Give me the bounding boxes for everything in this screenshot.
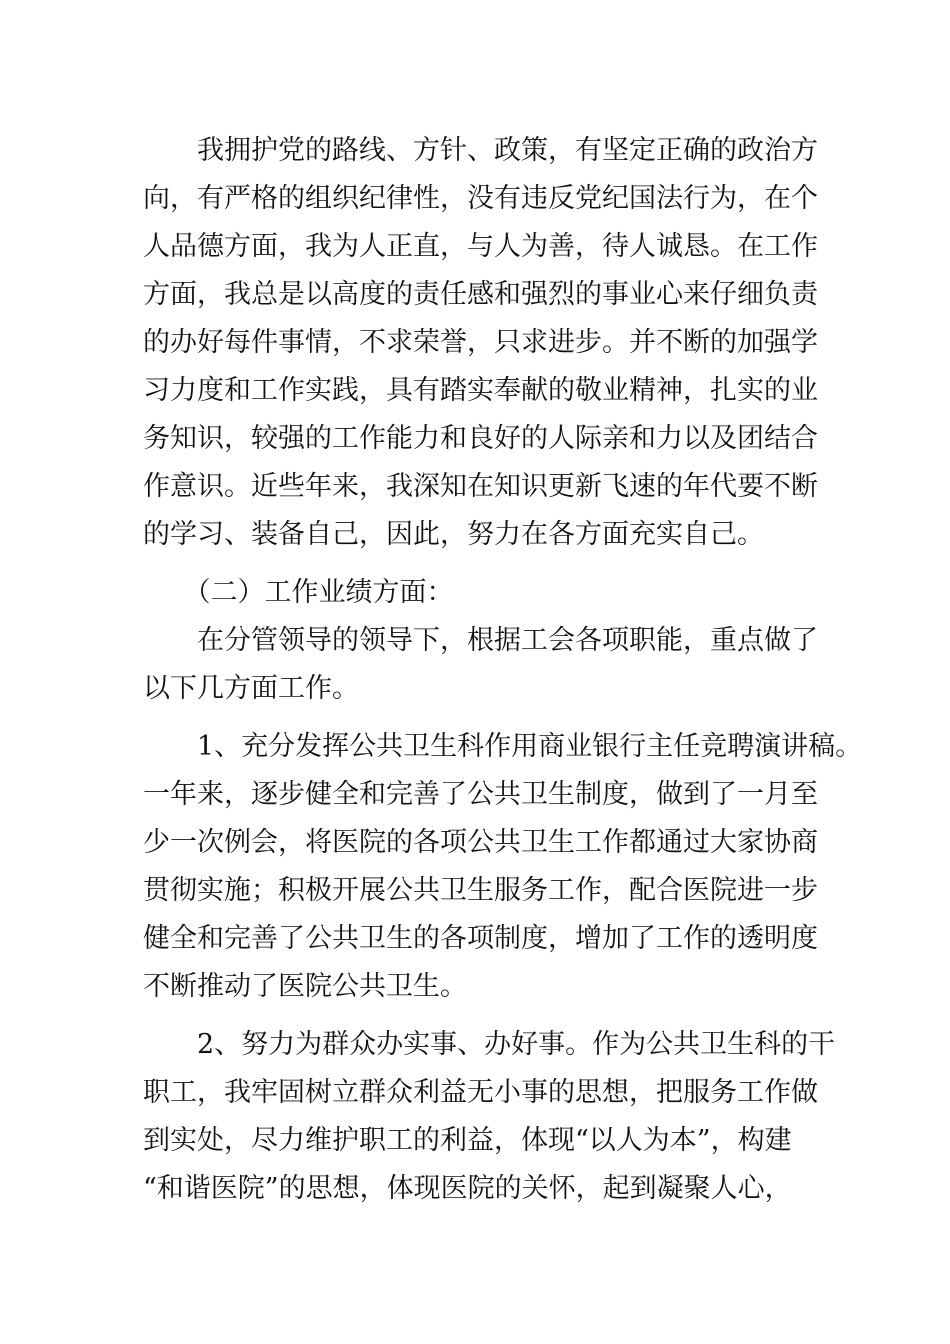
text-line: 2、努力为群众办实事、办好事。作为公共卫生科的干 xyxy=(143,1029,836,1060)
text-line: 一年来，逐步健全和完善了公共卫生制度，做到了一月至 xyxy=(143,779,818,810)
text-line: 人品德方面，我为人正直，与人为善，待人诚恳。在工作 xyxy=(143,231,818,262)
text-line: 的学习、装备自己，因此，努力在各方面充实自己。 xyxy=(143,519,764,550)
text-line: 务知识，较强的工作能力和良好的人际亲和力以及团结合 xyxy=(143,423,818,454)
text-line: 职工，我牢固树立群众利益无小事的思想，把服务工作做 xyxy=(143,1077,818,1108)
text-line: 1、充分发挥公共卫生科作用商业银行主任竞聘演讲稿。 xyxy=(143,731,863,762)
text-line: 我拥护党的路线、方针、政策，有坚定正确的政治方 xyxy=(143,135,818,166)
text-line: 方面，我总是以高度的责任感和强烈的事业心来仔细负责 xyxy=(143,279,818,310)
text-line: 健全和完善了公共卫生的各项制度，增加了工作的透明度 xyxy=(143,923,818,954)
text-line: 在分管领导的领导下，根据工会各项职能，重点做了 xyxy=(143,625,818,656)
text-line: 作意识。近些年来，我深知在知识更新飞速的年代要不断 xyxy=(143,471,818,502)
text-line: 到实处，尽力维护职工的利益，体现“以人为本”，构建 xyxy=(143,1125,792,1156)
text-line: 以下几方面工作。 xyxy=(143,673,359,704)
text-line: 习力度和工作实践，具有踏实奉献的敬业精神，扎实的业 xyxy=(143,375,818,406)
text-line: 向，有严格的组织纪律性，没有违反党纪国法行为，在个 xyxy=(143,183,818,214)
text-line: “和谐医院”的思想，体现医院的关怀，起到凝聚人心， xyxy=(143,1173,792,1204)
text-line: 少一次例会，将医院的各项公共卫生工作都通过大家协商 xyxy=(143,827,818,858)
text-line: 贯彻实施；积极开展公共卫生服务工作，配合医院进一步 xyxy=(143,875,818,906)
text-line: 的办好每件事情，不求荣誉，只求进步。并不断的加强学 xyxy=(143,327,818,358)
section-heading: （二）工作业绩方面： xyxy=(143,577,454,608)
text-line: 不断推动了医院公共卫生。 xyxy=(143,971,467,1002)
